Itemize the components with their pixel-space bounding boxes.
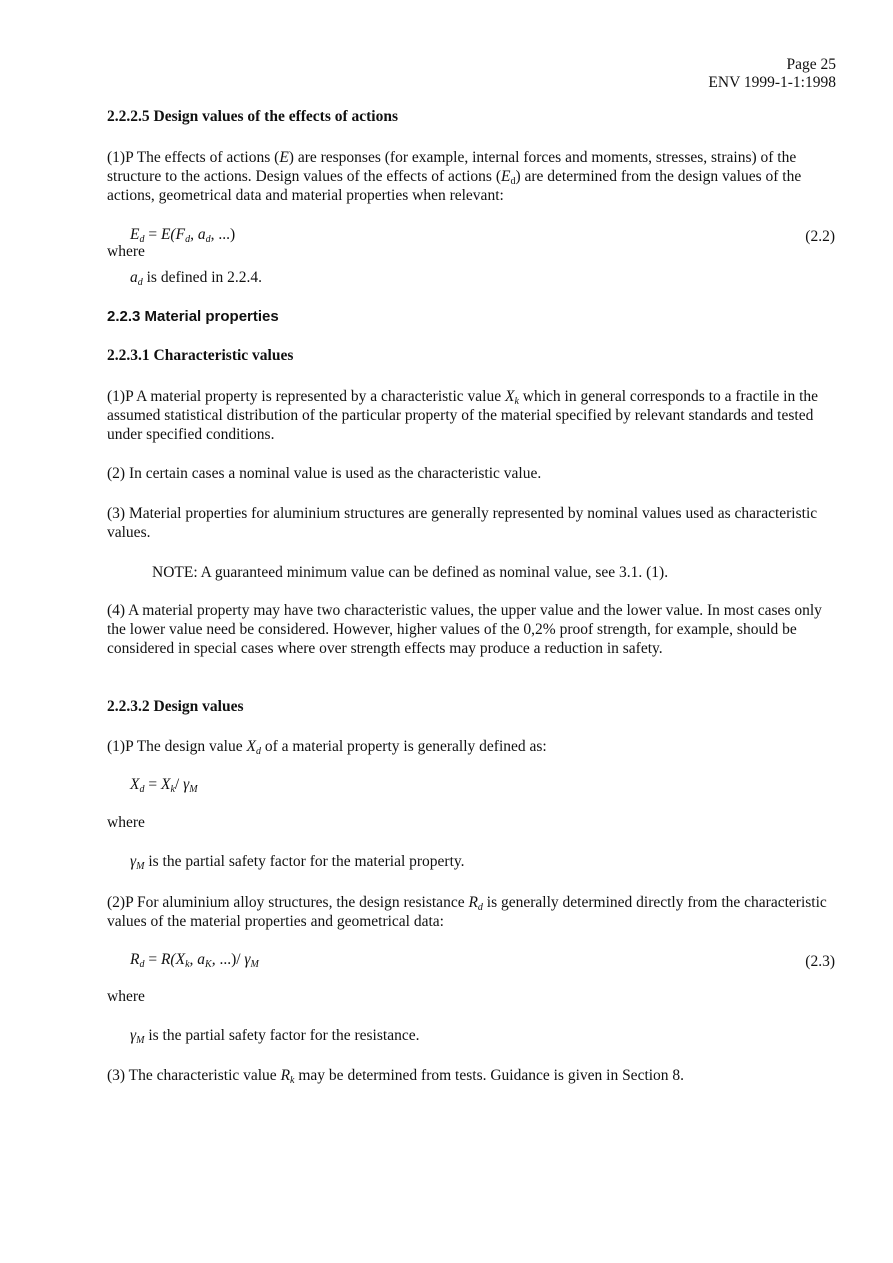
equation-xd: $X_d = X_k/$ $\gamma_M$ [130,776,198,795]
ad-definition: $a_d$ is defined in 2.2.4. [130,269,262,288]
where-label-2: where [107,814,145,831]
equation-2-2: $E_d = E(F_d$, $a_d$, ...) [130,226,236,245]
paragraph-aluminium-properties: (3) Material properties for aluminium structures are generally represented by nominal values used as characteristic values. [107,505,818,541]
where-label: where [107,243,145,260]
section-heading-2-2-3-1: 2.2.3.1 Characteristic values [107,347,294,364]
equation-2-3: $R_d = R(X_k$, $a_K$, ...)/ $\gamma_M$ [130,951,259,970]
paragraph-effects-of-actions: (1)P The effects of actions (E) are responses (for example, internal forces and moments, stresses, strains) of the structure to the actions. Design values of the effects of actions $(E_d)$ are determined from the design values of the actions, geometrical data and material properties when relevant: [107,149,802,204]
page-header [708,56,836,92]
equation-number-2-3: (2.3) [805,953,835,970]
paragraph-characteristic-value: (1)P A material property is represented by a characteristic value $X_k$ which in general corresponds to a fractile in the assumed statistical distribution of the particular property of the material specified by relevant standards and tested under specified conditions. [107,388,819,443]
gamma-m-material-definition: $\gamma_M$ is the partial safety factor for the material property. [130,853,465,872]
gamma-m-resistance-definition: $\gamma_M$ is the partial safety factor for the resistance. [130,1027,420,1046]
paragraph-design-value: (1)P The design value $X_d$ of a material property is generally defined as: [107,738,547,757]
equation-number-2-2: (2.2) [805,228,835,245]
paragraph-characteristic-value-tests: (3) The characteristic value $R_k$ may be determined from tests. Guidance is given in Section 8. [107,1067,685,1086]
page-number: Page 25 [786,56,836,73]
section-heading-2-2-3-2: 2.2.3.2 Design values [107,698,244,715]
section-heading-2-2-3: 2.2.3 Material properties [107,308,279,325]
where-label-3: where [107,988,145,1005]
paragraph-two-characteristic-values: (4) A material property may have two characteristic values, the upper value and the lower value. In most cases only the lower value need be considered. However, higher values of the 0,2% proof strength, for example, should be considered in special cases where over strength effects may produce a reduction in safety. [107,602,822,657]
standard-code: ENV 1999-1-1:1998 [708,74,836,91]
paragraph-nominal-value: (2) In certain cases a nominal value is used as the characteristic value. [107,465,542,482]
paragraph-design-resistance: (2)P For aluminium alloy structures, the design resistance $R_d$ is generally determined directly from the characteristic values of the material properties and geometrical data: [107,894,827,930]
note-guaranteed-minimum: NOTE: A guaranteed minimum value can be defined as nominal value, see 3.1. (1). [152,564,669,581]
section-heading-2-2-2-5: 2.2.2.5 Design values of the effects of actions [107,108,399,125]
